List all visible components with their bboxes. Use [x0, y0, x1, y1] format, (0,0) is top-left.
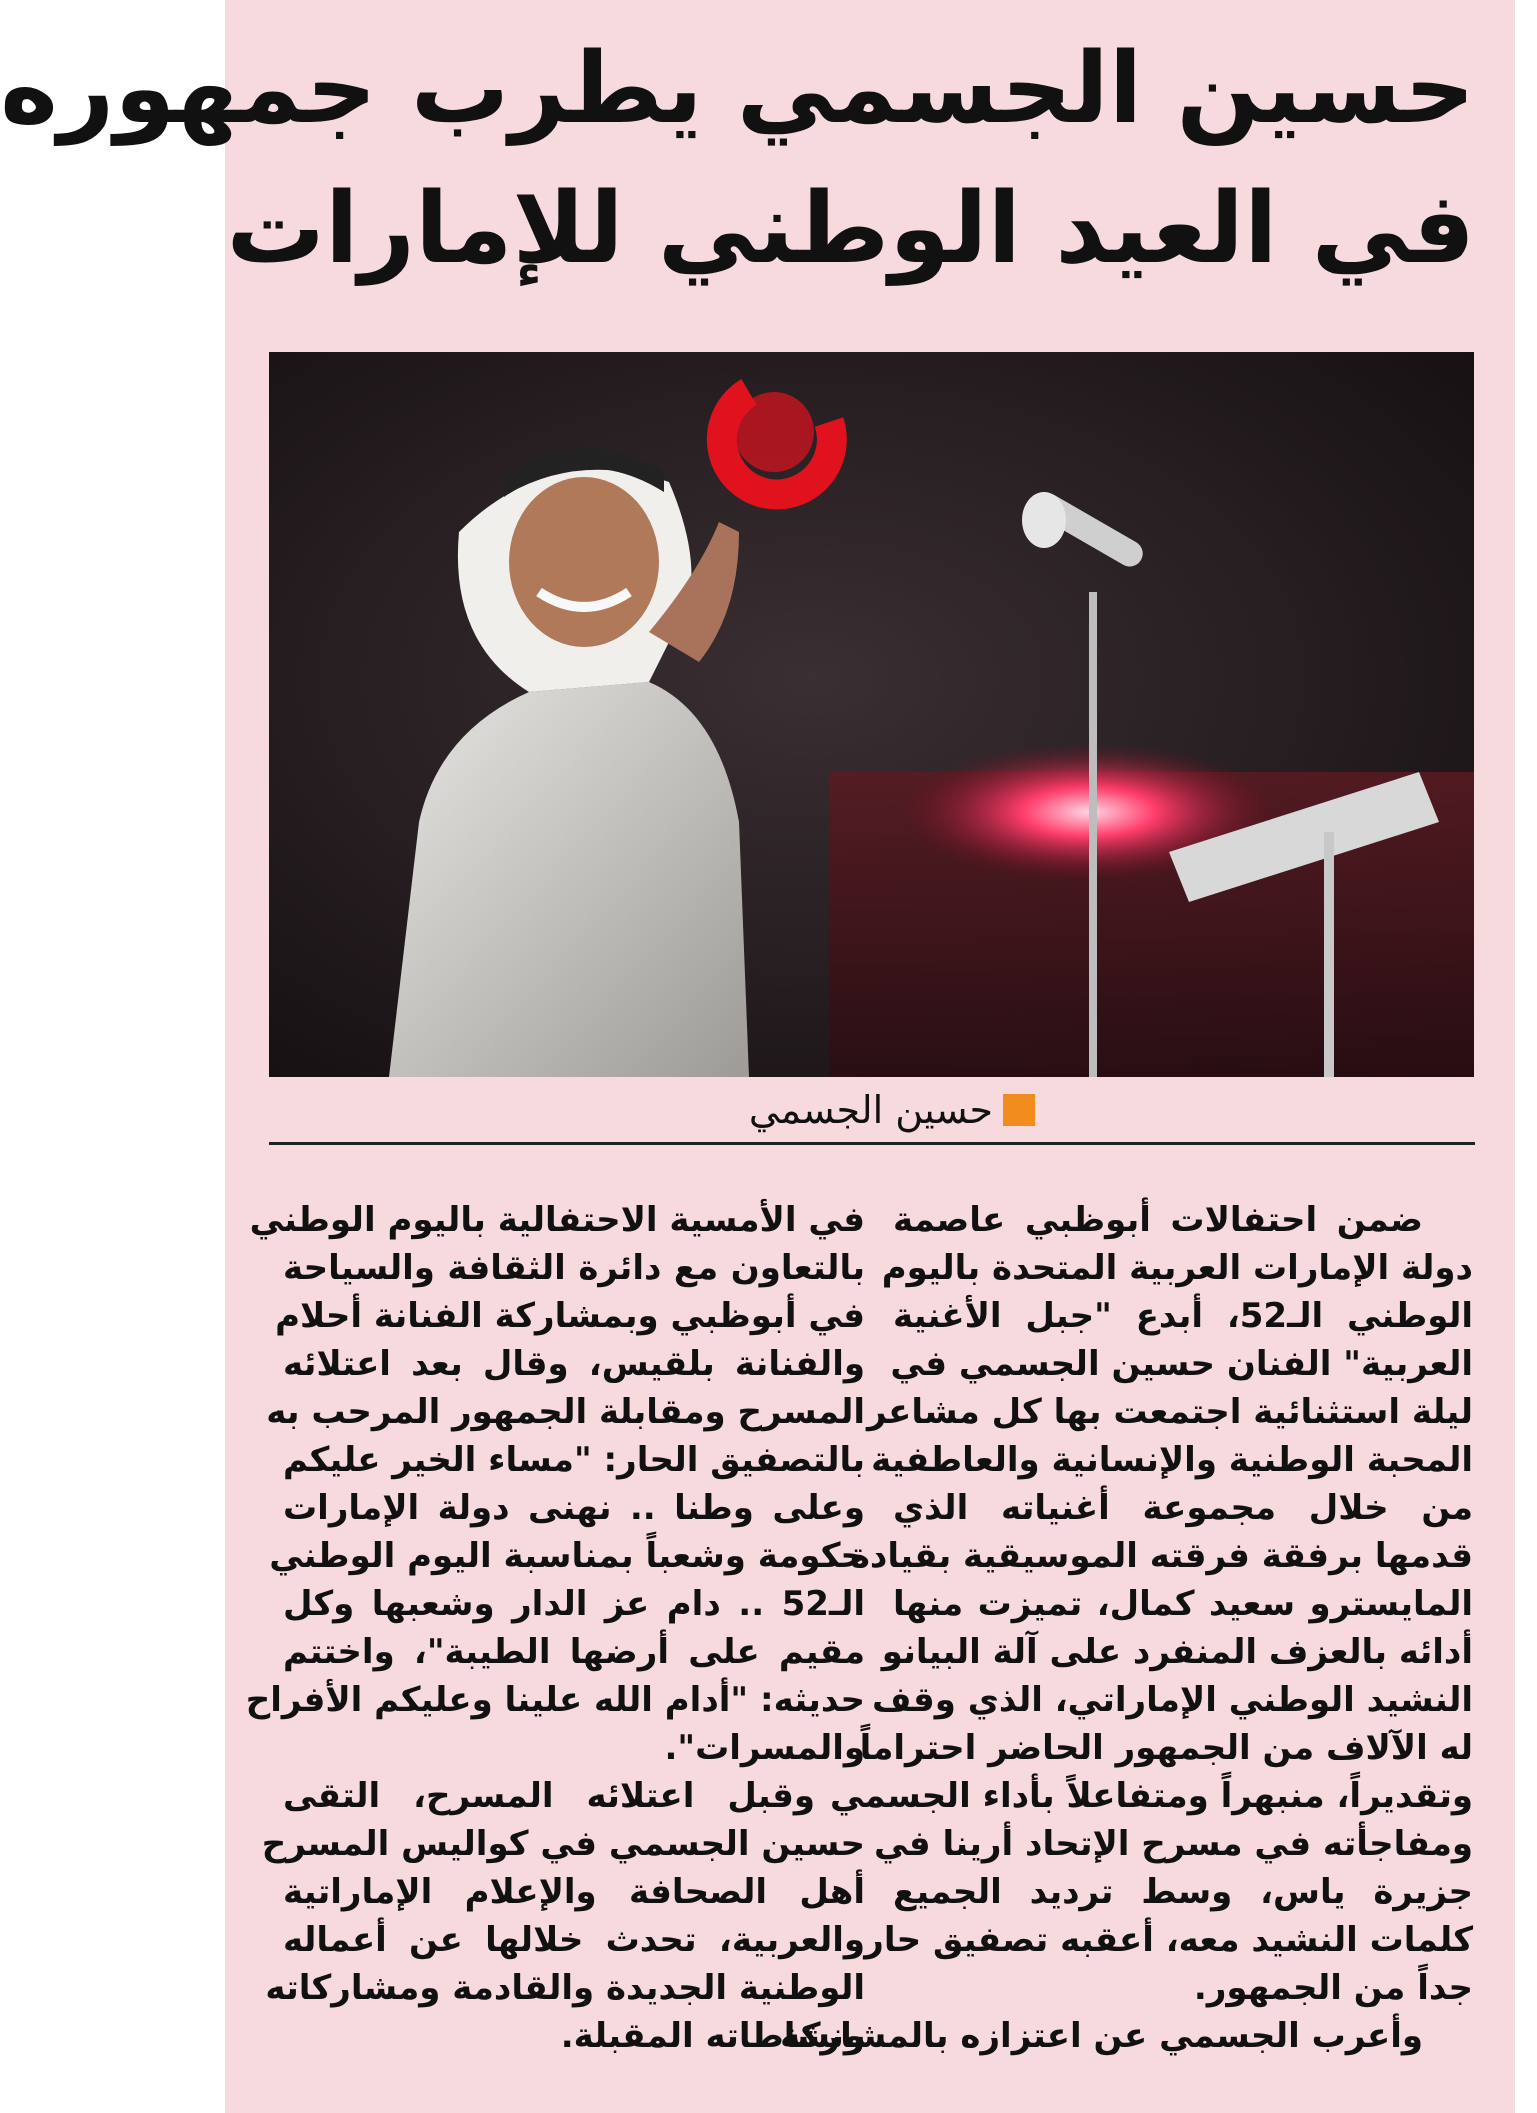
- photo-caption-bar: [269, 1080, 1475, 1145]
- article-line: دولة الإمارات العربية المتحدة باليوم: [881, 1248, 1473, 1288]
- article-photo: [269, 352, 1474, 1077]
- article-line: ليلة استثنائية اجتمعت بها كل مشاعر: [867, 1392, 1473, 1432]
- article-line: أهل الصحافة والإعلام الإماراتية: [283, 1872, 865, 1912]
- article-line: الوطني الـ52، أبدع "جبل الأغنية: [893, 1296, 1473, 1336]
- article-line: والمسرات".: [664, 1728, 865, 1768]
- singer-on-stage-illustration: [269, 352, 1474, 1077]
- caption-bullet-icon: [1003, 1094, 1035, 1126]
- article-line: الوطنية الجديدة والقادمة ومشاركاته: [265, 1968, 865, 2008]
- article-line: كلمات النشيد معه، أعقبه تصفيق حار: [864, 1920, 1473, 1960]
- article-line: ضمن احتفالات أبوظبي عاصمة: [893, 1200, 1423, 1240]
- article-line: حسين الجسمي في كواليس المسرح: [261, 1824, 865, 1864]
- article-line: وقبل اعتلائه المسرح، التقى: [283, 1776, 815, 1816]
- article-line: المسرح ومقابلة الجمهور المرحب به: [266, 1392, 865, 1432]
- article-line: المايسترو سعيد كمال، تميزت منها: [893, 1584, 1473, 1624]
- photo-caption: حسين الجسمي: [748, 1088, 993, 1132]
- article-line: من خلال مجموعة أغنياته الذي: [893, 1488, 1473, 1528]
- article-line: وأعرب الجسمي عن اعتزازه بالمشاركة: [780, 2016, 1423, 2056]
- article-line: وعلى وطنا .. نهنى دولة الإمارات: [283, 1488, 865, 1528]
- article-line: في الأمسية الاحتفالية باليوم الوطني: [249, 1200, 865, 1240]
- article-line: ونشاطاته المقبلة.: [560, 2016, 865, 2056]
- article-line: حديثه: "أدام الله علينا وعليكم الأفراح: [245, 1680, 865, 1720]
- article-column-left: [245, 1196, 865, 2060]
- article-line: في أبوظبي وبمشاركة الفنانة أحلام: [275, 1296, 865, 1336]
- article-line: والفنانة بلقيس، وقال بعد اعتلائه: [283, 1344, 865, 1384]
- article-line: جداً من الجمهور.: [1193, 1968, 1473, 2008]
- article-line: والعربية، تحدث خلالها عن أعماله: [283, 1920, 865, 1960]
- article-line: بالتصفيق الحار: "مساء الخير عليكم: [283, 1440, 865, 1480]
- article-line: النشيد الوطني الإماراتي، الذي وقف: [871, 1680, 1473, 1720]
- article-line: العربية" الفنان حسين الجسمي في: [890, 1344, 1473, 1384]
- article-line: مقيم على أرضها الطيبة"، واختتم: [283, 1632, 865, 1672]
- headline-line-2: في العيد الوطني للإمارات: [226, 172, 1475, 286]
- article-line: حكومة وشعباً بمناسبة اليوم الوطني: [269, 1536, 865, 1576]
- article-line: بالتعاون مع دائرة الثقافة والسياحة: [283, 1248, 865, 1288]
- article-line: المحبة الوطنية والإنسانية والعاطفية: [871, 1440, 1473, 1480]
- article-line: له الآلاف من الجمهور الحاضر احتراماً: [859, 1728, 1473, 1768]
- article-line: الـ52 .. دام عز الدار وشعبها وكل: [283, 1584, 865, 1624]
- article-line: قدمها برفقة فرقته الموسيقية بقيادة: [849, 1536, 1473, 1576]
- article-line: ومفاجأته في مسرح الإتحاد أرينا في: [874, 1824, 1473, 1864]
- article-line: جزيرة ياس، وسط ترديد الجميع: [893, 1872, 1473, 1912]
- article-line: أدائه بالعزف المنفرد على آلة البيانو: [881, 1632, 1473, 1672]
- article-line: وتقديراً، منبهراً ومتفاعلاً بأداء الجسمي: [830, 1776, 1473, 1816]
- article-column-right: [780, 1196, 1473, 2060]
- headline-line-1: حسين الجسمي يطرب جمهوره: [0, 32, 1475, 146]
